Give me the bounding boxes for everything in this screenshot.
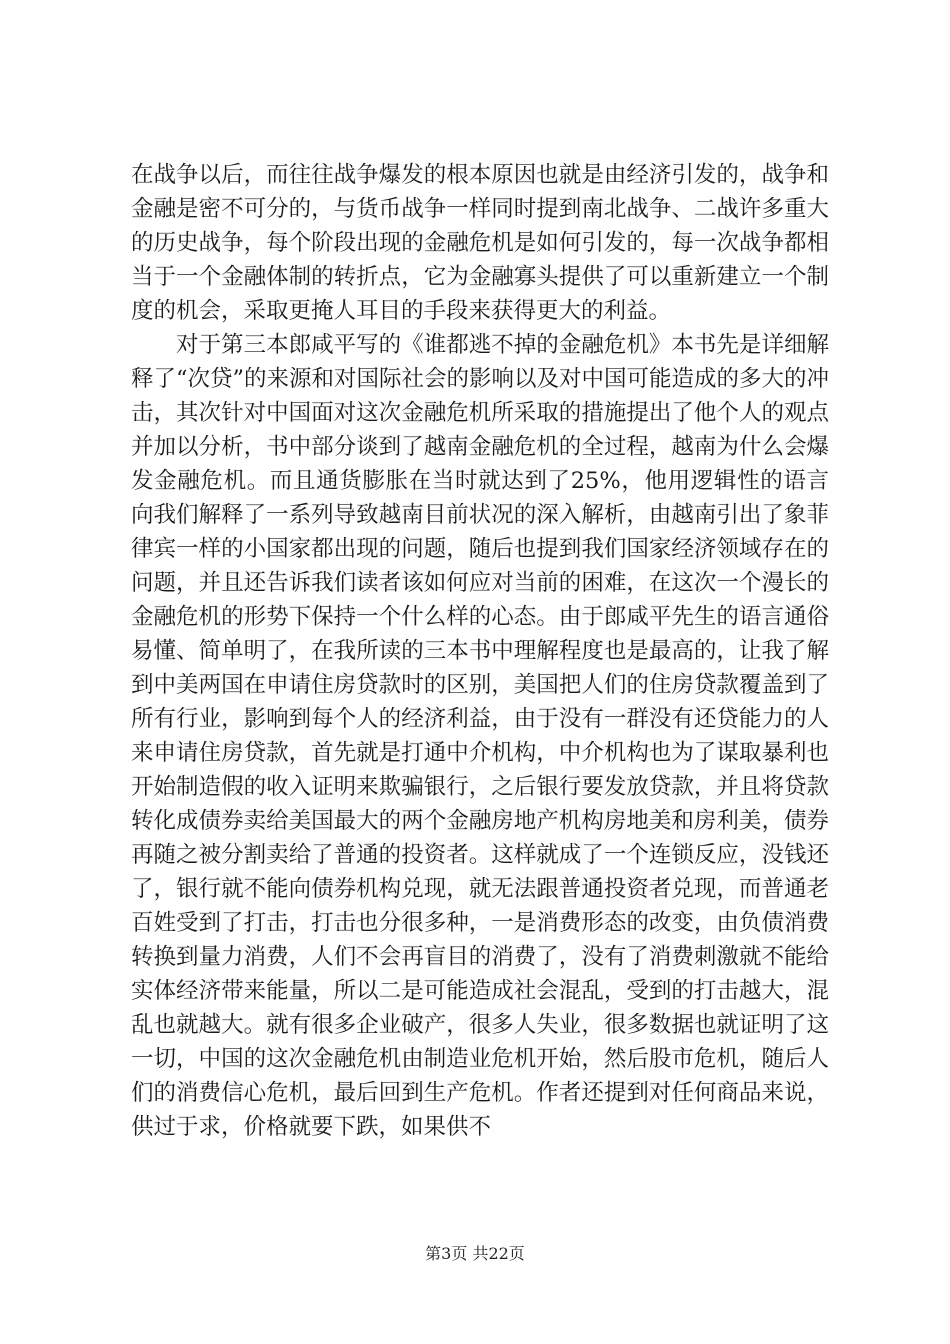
paragraph-langxianping-book: 对于第三本郎咸平写的《谁都逃不掉的金融危机》本书先是详细解释了“次贷”的来源和对国际社会的影响以及对中国可能造成的多大的冲击，其次针对中国面对这次金融危机所采取的措施提出了他个人的观点并加以分析，书中部分谈到了越南金融危机的全过程，越南为什么会爆发金融危机。而且通货膨胀在当时就达到了25%，他用逻辑性的语言向我们解释了一系列导致越南目前状况的深入解析，由越南引出了象菲律宾一样的小国家都出现的问题，随后也提到我们国家经济领域存在的问题，并且还告诉我们读者该如何应对当前的困难，在这次一个漫长的金融危机的形势下保持一个什么样的心态。由于郎咸平先生的语言通俗易懂、简单明了，在我所读的三本书中理解程度也是最高的，让我了解到中美两国在申请住房贷款时的区别，美国把人们的住房贷款覆盖到了所有行业，影响到每个人的经济利益，由于没有一群没有还贷能力的人来申请住房贷款，首先就是打通中介机构，中介机构也为了谋取暴利也开始制造假的收入证明来欺骗银行，之后银行要发放贷款，并且将贷款转化成债券卖给美国最大的两个金融房地产机构房地美和房利美，债券再随之被分割卖给了普通的投资者。这样就成了一个连锁反应，没钱还了，银行就不能向债券机构兑现，就无法跟普通投资者兑现，而普通老百姓受到了打击，打击也分很多种，一是消费形态的改变，由负债消费转换到量力消费，人们不会再盲目的消费了，没有了消费刺激就不能给实体经济带来能量，所以二是可能造成社会混乱，受到的打击越大，混乱也就越大。就有很多企业破产，很多人失业，很多数据也就证明了这一切，中国的这次金融危机由制造业危机开始，然后股市危机，随后人们的消费信心危机，最后回到生产危机。作者还提到对任何商品来说，供过于求，价格就要下跌，如果供不 [131, 332, 830, 1140]
page-number-footer: 第3页 共22页 [425, 1244, 525, 1263]
paragraph-continuation: 在战争以后，而往往战争爆发的根本原因也就是由经济引发的，战争和金融是密不可分的，与货币战争一样同时提到南北战争、二战许多重大的历史战争，每个阶段出现的金融危机是如何引发的，每一次战争都相当于一个金融体制的转折点，它为金融寡头提供了可以重新建立一个制度的机会，采取更掩人耳目的手段来获得更大的利益。 [131, 162, 829, 324]
body-text [131, 158, 829, 1144]
